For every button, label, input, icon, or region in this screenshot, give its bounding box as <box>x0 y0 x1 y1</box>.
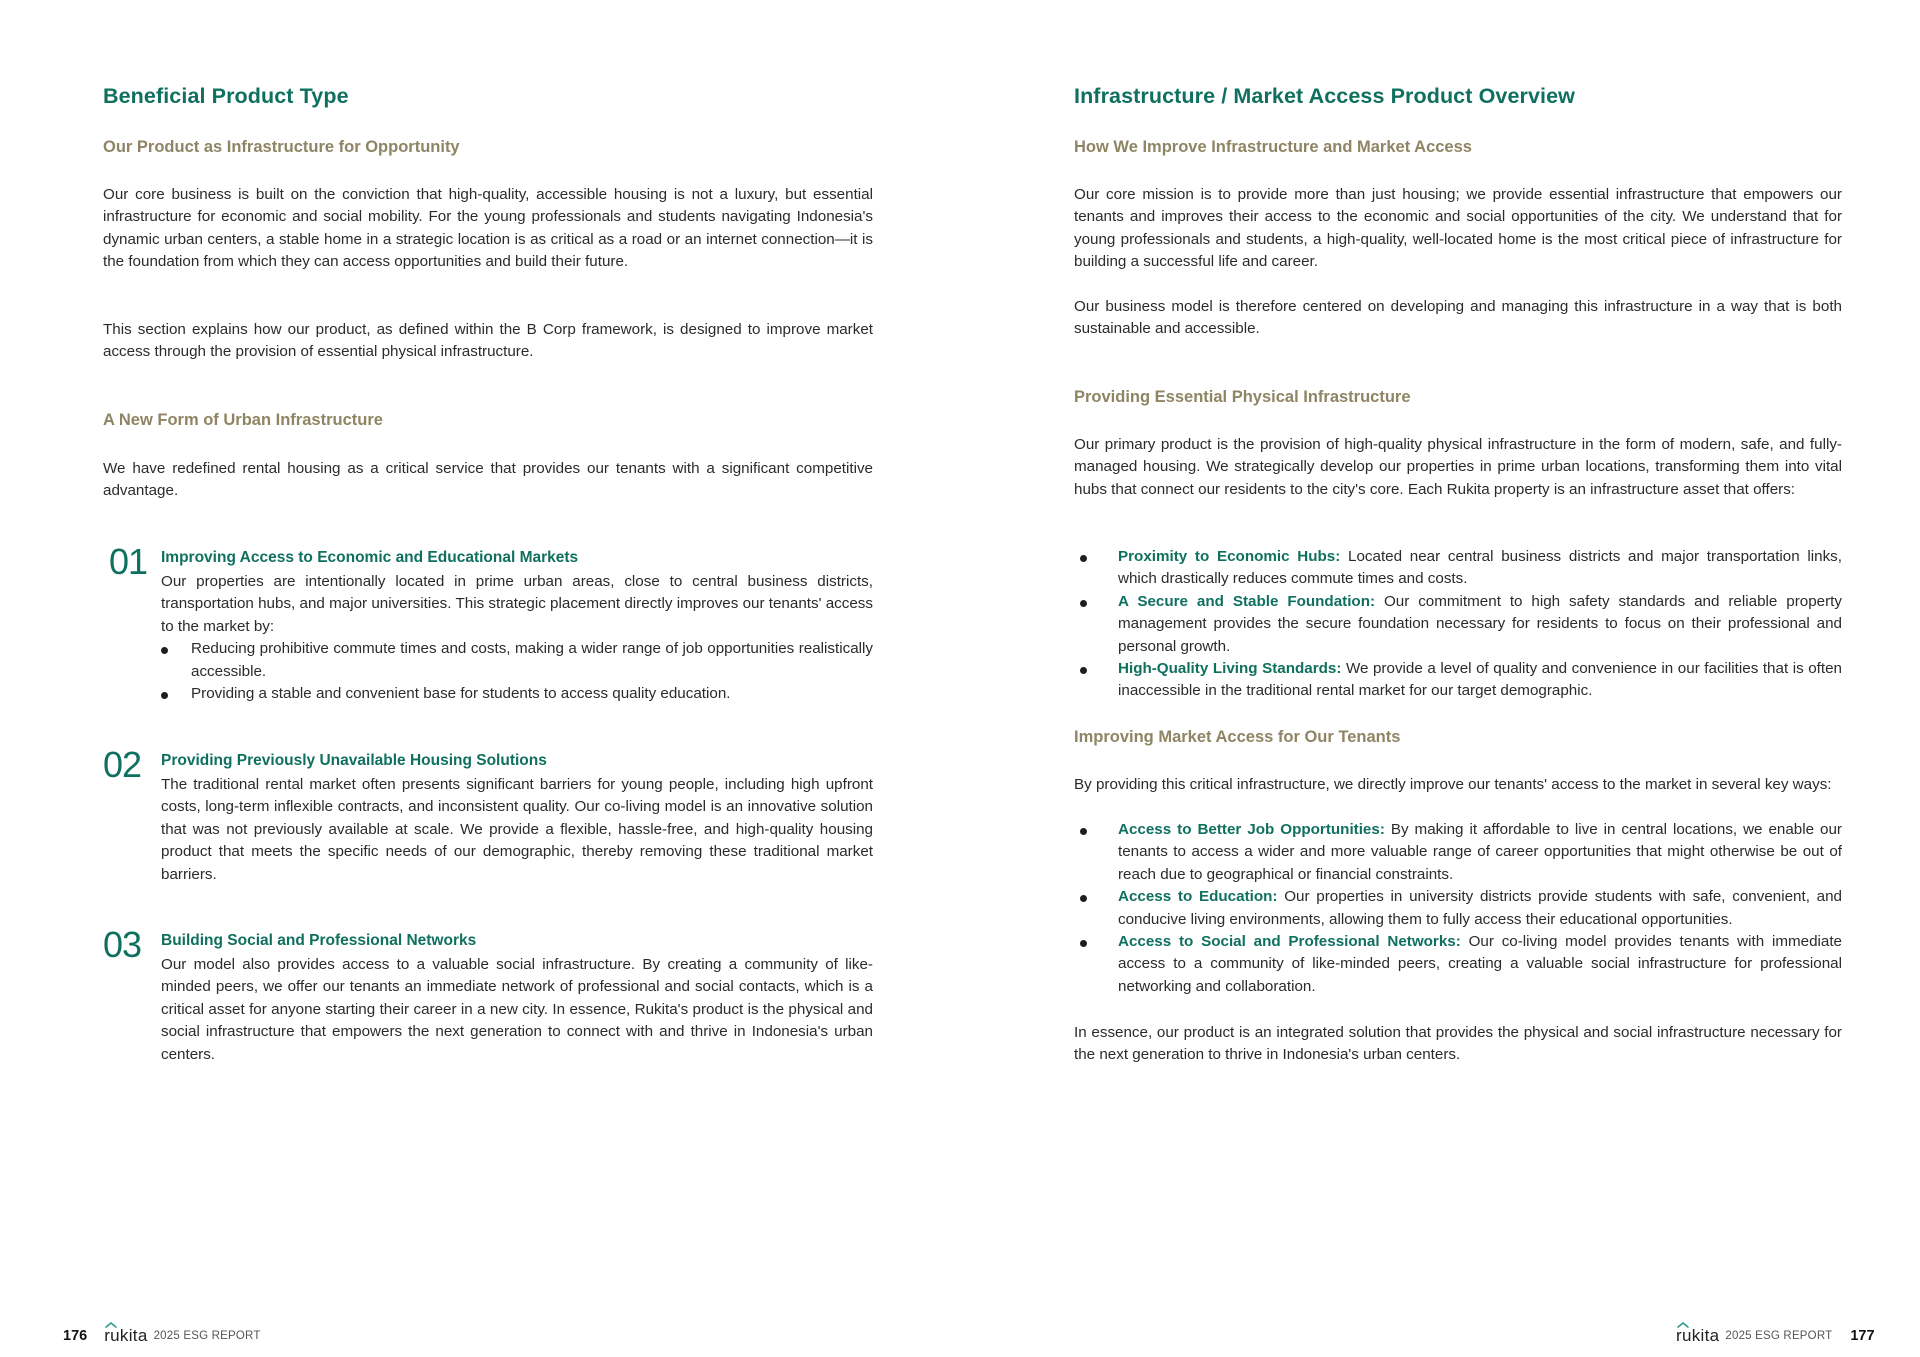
bullet-list <box>1074 819 1842 998</box>
item-number: 03 <box>103 924 142 965</box>
list-item-text: Our properties in university districts provide students with safe, convenient, and conducive living environments, allowing them to fully access their educational opportunities. <box>1118 888 1842 928</box>
item-body <box>161 571 873 705</box>
list-item-lead: Access to Social and Professional Networks: <box>1118 933 1461 951</box>
page-title: Beneficial Product Type <box>103 84 349 108</box>
list-item-lead: High-Quality Living Standards: <box>1118 660 1342 678</box>
bullet-icon <box>1080 600 1087 607</box>
item-paragraph: Our properties are intentionally located in prime urban areas, close to central business districts, transportation hubs, and major universities. This strategic placement directly improves our tenants' access to the market by: <box>161 573 873 635</box>
section-heading: How We Improve Infrastructure and Market Access <box>1074 138 1472 156</box>
logo-text: rukita <box>104 1326 148 1345</box>
body-paragraph: Our primary product is the provision of high-quality physical infrastructure in the form of modern, safe, and fully-managed housing. We strategically develop our properties in prime urban locations, transforming them into vital hubs that connect our residents to the city's core. Each Rukita property is an infrastructure asset that offers: <box>1074 436 1842 498</box>
list-item <box>1074 886 1842 931</box>
bullet-icon <box>1080 555 1087 562</box>
list-item-lead: Access to Education: <box>1118 888 1278 906</box>
list-item-text: Providing a stable and convenient base for students to access quality education. <box>191 685 731 703</box>
list-item-text: We provide a level of quality and convenience in our facilities that is often inaccessible in the traditional rental market for our target demographic. <box>1118 660 1842 700</box>
list-item-lead: A Secure and Stable Foundation: <box>1118 592 1376 610</box>
item-title: Building Social and Professional Networks <box>161 932 477 949</box>
section-heading: Improving Market Access for Our Tenants <box>1074 728 1401 746</box>
list-item-text: Reducing prohibitive commute times and costs, making a wider range of job opportunities realistically accessible. <box>191 640 873 680</box>
bullet-list <box>161 638 873 705</box>
list-item-text: Our commitment to high safety standards and reliable property management provides the secure foundation necessary for residents to focus on their professional and personal growth. <box>1118 592 1842 655</box>
list-item <box>1074 931 1842 998</box>
list-item <box>161 683 873 705</box>
list-item-text: By making it affordable to live in central locations, we enable our tenants to access a wider and more valuable range of career opportunities that might otherwise be out of reach due to geographical or financial constraints. <box>1118 821 1842 883</box>
footer-right <box>1676 1325 1875 1347</box>
page-title: Infrastructure / Market Access Product Overview <box>1074 84 1575 108</box>
rukita-logo <box>104 1328 147 1344</box>
list-item <box>1074 546 1842 591</box>
body-paragraph: We have redefined rental housing as a critical service that provides our tenants with a significant competitive advantage. <box>103 460 873 500</box>
footer-left <box>63 1325 261 1347</box>
bullet-icon <box>1080 895 1087 902</box>
section-heading: Our Product as Infrastructure for Opportunity <box>103 138 460 156</box>
logo-text: rukita <box>1676 1326 1720 1345</box>
bullet-icon <box>161 692 168 699</box>
list-item <box>161 638 873 683</box>
body-paragraph: By providing this critical infrastructure, we directly improve our tenants' access to the market in several key ways: <box>1074 776 1832 793</box>
closing-paragraph: In essence, our product is an integrated solution that provides the physical and social infrastructure necessary for the next generation to thrive in Indonesia's urban centers. <box>1074 1024 1842 1064</box>
body-paragraph: Our core business is built on the conviction that high-quality, accessible housing is not a luxury, but essential infrastructure for economic and social mobility. For the young professionals and students navigating Indonesia's dynamic urban centers, a stable home in a strategic location is as critical as a road or an internet connection—it is the foundation from which they can access opportunities and build their future. <box>103 186 873 271</box>
bullet-icon <box>161 647 168 654</box>
list-item-text: Located near central business districts and major transportation links, which drastically reduces commute times and costs. <box>1118 548 1842 588</box>
section-heading: A New Form of Urban Infrastructure <box>103 411 383 429</box>
page-number: 177 <box>1850 1328 1875 1344</box>
body-paragraph: Our core mission is to provide more than just housing; we provide essential infrastructure that empowers our tenants and improves their access to the economic and social opportunities of the city. We understand that for young professionals and students, a high-quality, well-located home is the most critical piece of infrastructure for building a successful life and career. <box>1074 186 1842 271</box>
bullet-icon <box>1080 828 1087 835</box>
list-item <box>1074 819 1842 886</box>
rukita-logo <box>1676 1328 1719 1344</box>
item-body: Our model also provides access to a valuable social infrastructure. By creating a community of like-minded peers, we offer our tenants an immediate network of professional and social contacts, which is a critical asset for anyone starting their career in a new city. In essence, Rukita's product is the physical and social infrastructure that empowers the next generation to connect with and thrive in Indonesia's urban centers. <box>161 956 873 1063</box>
item-title: Providing Previously Unavailable Housing Solutions <box>161 752 547 769</box>
report-label: 2025 ESG REPORT <box>153 1330 261 1342</box>
section-heading: Providing Essential Physical Infrastructure <box>1074 388 1411 406</box>
item-number: 02 <box>103 744 142 785</box>
body-paragraph: Our business model is therefore centered on developing and managing this infrastructure in a way that is both sustainable and accessible. <box>1074 298 1842 338</box>
bullet-icon <box>1080 940 1087 947</box>
roof-icon <box>105 1322 117 1328</box>
page-number: 176 <box>63 1328 88 1344</box>
list-item-text: Our co-living model provides tenants with immediate access to a community of like-minded peers, creating a valuable social infrastructure for professional networking and collaboration. <box>1118 933 1842 995</box>
item-body: The traditional rental market often presents significant barriers for young people, including high upfront costs, long-term inflexible contracts, and inconsistent quality. Our co-living model is an innovative solution that was not previously available at scale. We provide a flexible, hassle-free, and high-quality housing product that meets the specific needs of our demographic, thereby removing these traditional market barriers. <box>161 776 873 883</box>
bullet-icon <box>1080 667 1087 674</box>
list-item <box>1074 658 1842 703</box>
list-item-lead: Access to Better Job Opportunities: <box>1118 821 1385 838</box>
list-item-lead: Proximity to Economic Hubs: <box>1118 548 1341 565</box>
item-number: 01 <box>109 541 148 582</box>
report-label: 2025 ESG REPORT <box>1725 1330 1833 1342</box>
roof-icon <box>1677 1322 1689 1328</box>
body-paragraph: This section explains how our product, as defined within the B Corp framework, is designed to improve market access through the provision of essential physical infrastructure. <box>103 321 873 361</box>
bullet-list <box>1074 546 1842 703</box>
list-item <box>1074 591 1842 658</box>
item-title: Improving Access to Economic and Educational Markets <box>161 549 579 566</box>
